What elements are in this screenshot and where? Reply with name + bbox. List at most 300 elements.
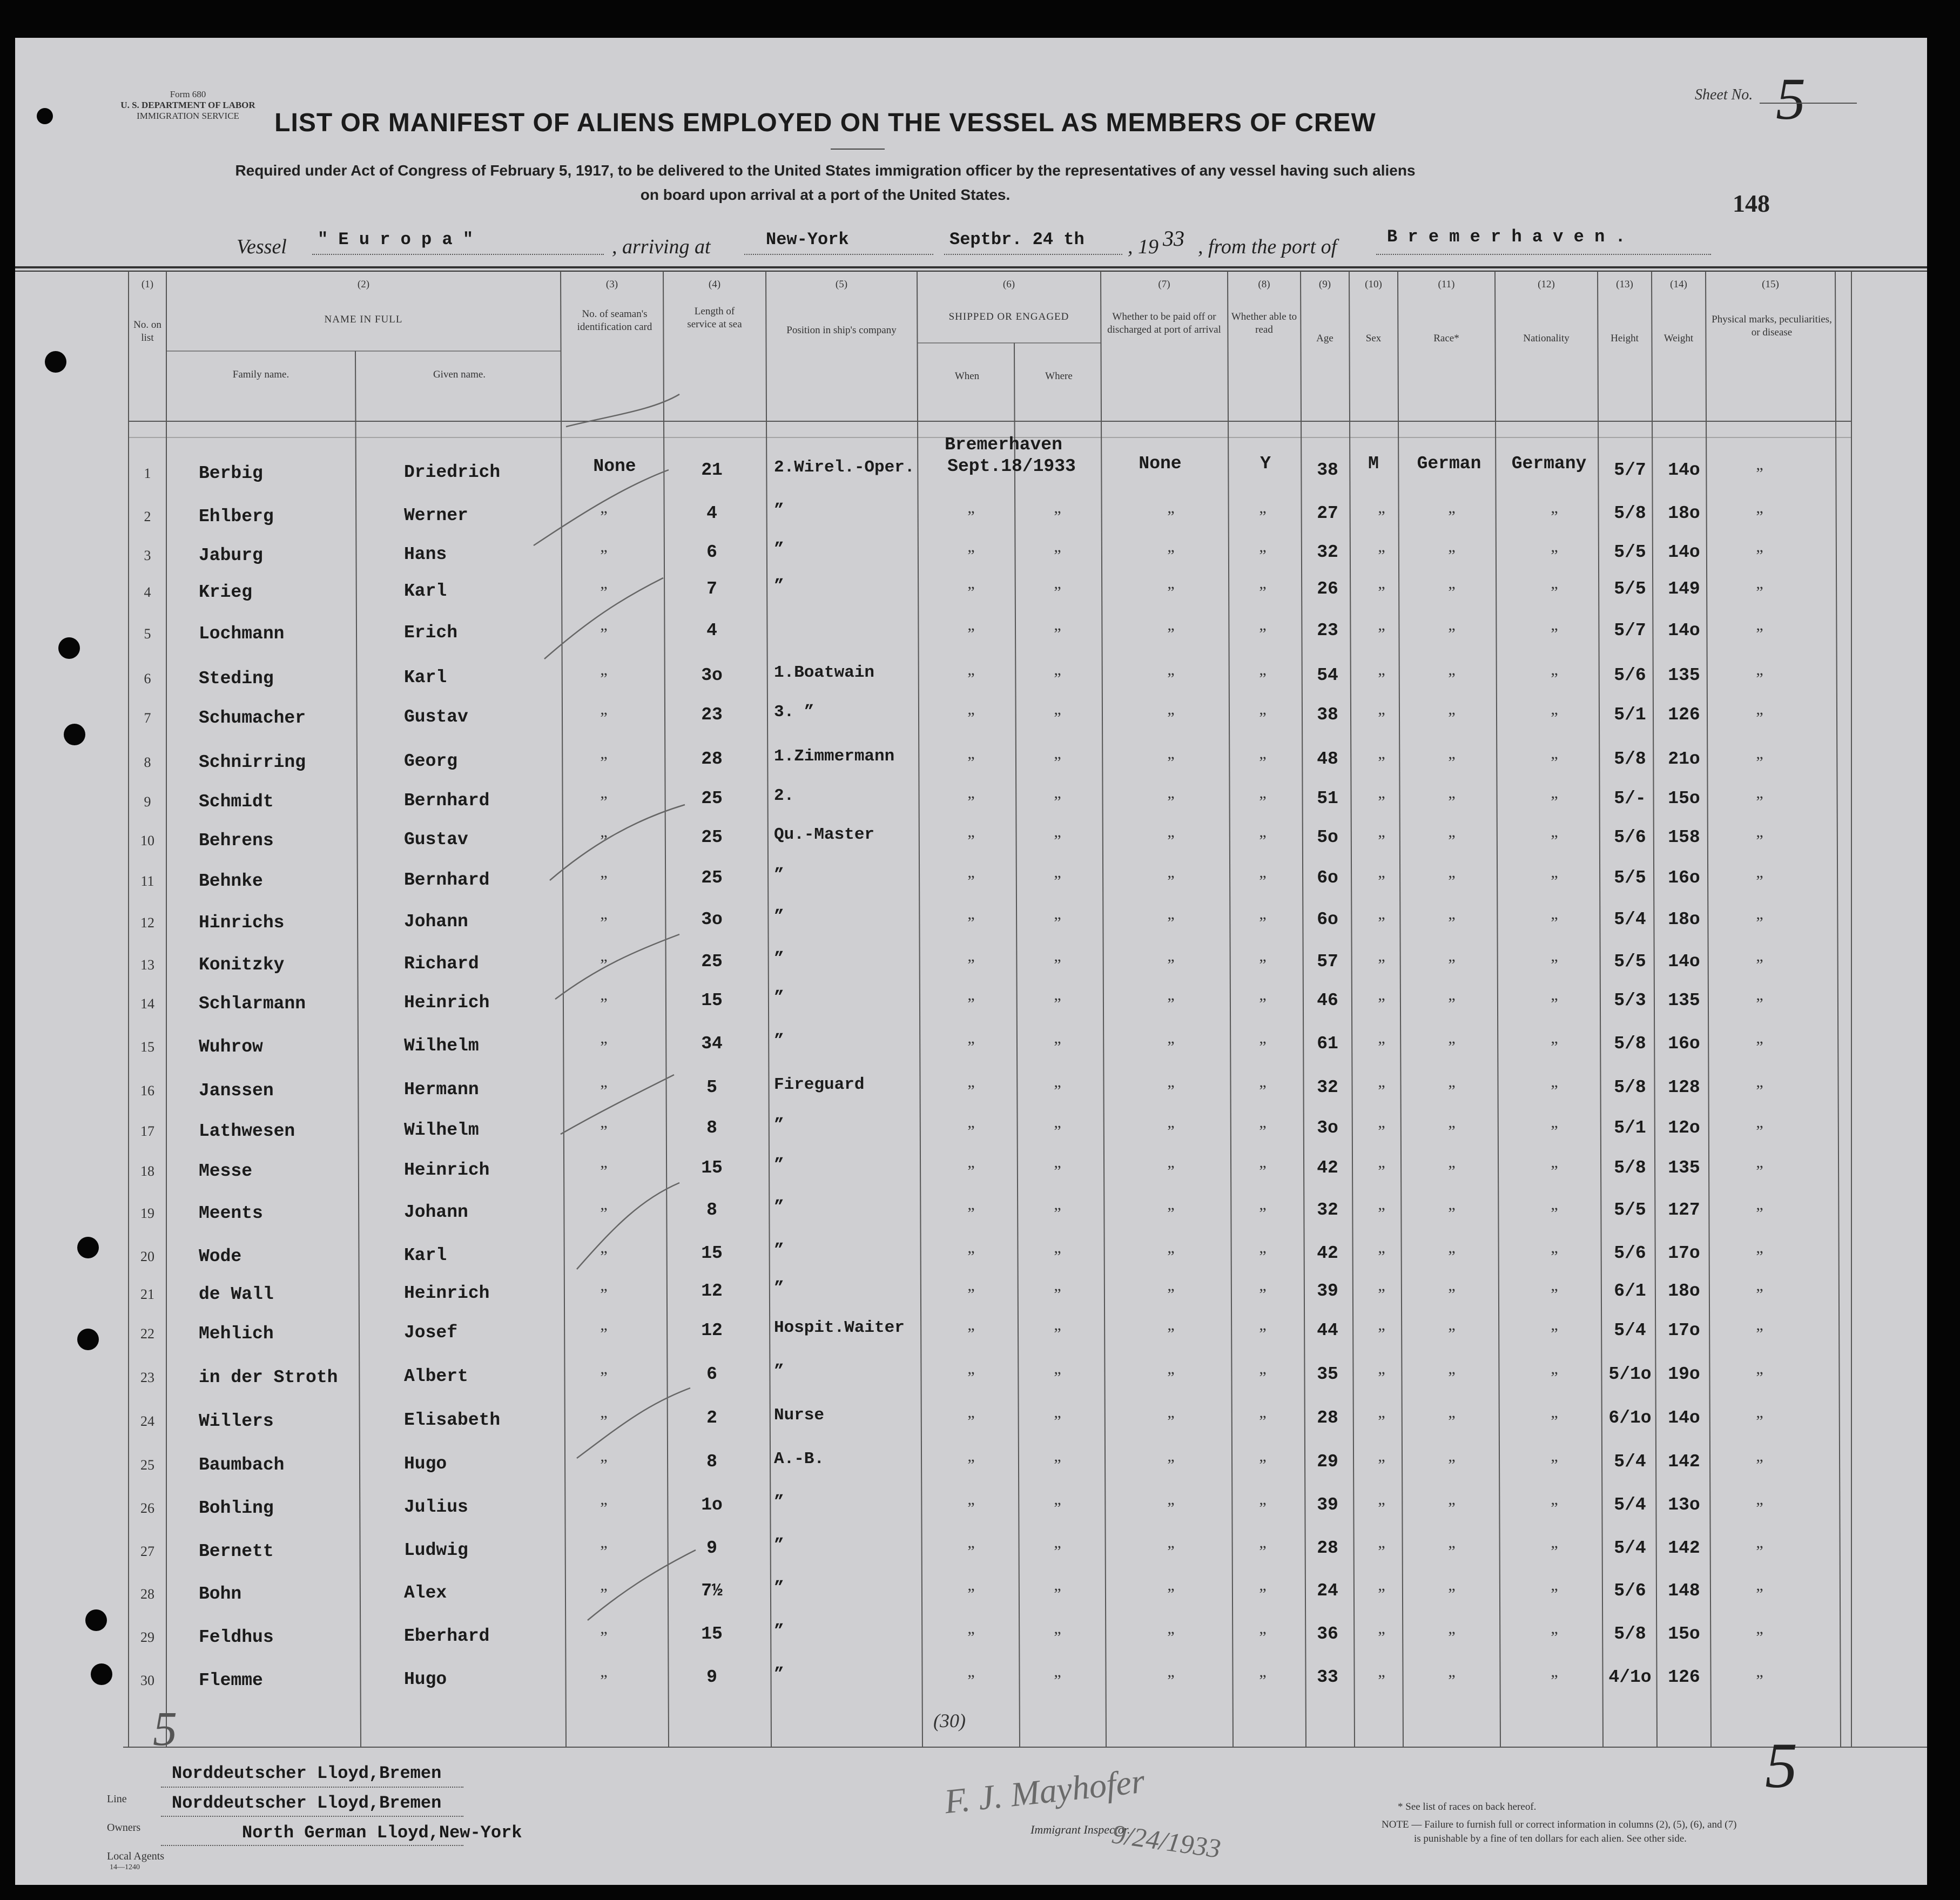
service-name: IMMIGRATION SERVICE [137, 111, 239, 121]
paid-off-ditto: ” [1167, 1162, 1175, 1180]
race-ditto: ” [1448, 1162, 1456, 1180]
sex-ditto: ” [1378, 1325, 1385, 1343]
weight: 128 [1668, 1077, 1700, 1097]
given-name: Richard [404, 954, 479, 974]
row-1-id-card: None [593, 456, 636, 476]
id-card-ditto: ” [600, 625, 608, 643]
sex-ditto: ” [1378, 583, 1385, 601]
weight: 16o [1668, 1034, 1700, 1054]
weight: 14o [1668, 952, 1700, 972]
weight: 14o [1668, 542, 1700, 562]
where-ditto: ” [1054, 1585, 1061, 1603]
where-ditto: ” [1054, 1082, 1061, 1100]
arrival-date: Septbr. 24 th [949, 230, 1085, 250]
row-number: 27 [140, 1544, 154, 1559]
age: 38 [1317, 705, 1338, 725]
physical-ditto: ” [1756, 1628, 1763, 1646]
position: ” [774, 1622, 784, 1641]
given-name: Heinrich [404, 1160, 490, 1180]
family-name: Wuhrow [199, 1037, 263, 1057]
length-of-service: 15 [701, 1158, 723, 1178]
height: 5/6 [1614, 1581, 1646, 1601]
where-ditto: ” [1054, 1542, 1061, 1560]
nationality-ditto: ” [1551, 995, 1558, 1013]
nationality-ditto: ” [1551, 1542, 1558, 1560]
row-number: 5 [144, 626, 151, 642]
read-ditto: ” [1259, 1325, 1267, 1343]
line-underline [161, 1787, 463, 1788]
read-ditto: ” [1259, 914, 1267, 932]
age: 23 [1317, 621, 1338, 641]
nationality-ditto: ” [1551, 1672, 1558, 1689]
family-name: Lathwesen [199, 1121, 295, 1141]
read-ditto: ” [1259, 709, 1267, 727]
sex-ditto: ” [1378, 1542, 1385, 1560]
given-name: Bernhard [404, 791, 490, 811]
physical-ditto: ” [1756, 1542, 1763, 1560]
row-1-paid-off: None [1139, 454, 1182, 474]
race-ditto: ” [1448, 1456, 1456, 1474]
sex-ditto: ” [1378, 625, 1385, 643]
nationality-ditto: ” [1551, 1204, 1558, 1222]
age: 24 [1317, 1581, 1338, 1601]
position: ” [774, 540, 784, 559]
family-name: Flemme [199, 1670, 263, 1690]
family-name: Hinrichs [199, 913, 285, 933]
paid-off-ditto: ” [1167, 956, 1175, 974]
when-ditto: ” [967, 1542, 975, 1560]
length-of-service: 12 [701, 1281, 723, 1301]
length-of-service: 4 [706, 503, 717, 523]
family-name: Lochmann [199, 624, 285, 644]
physical-ditto: ” [1756, 508, 1763, 525]
height: 5/5 [1614, 542, 1646, 562]
where-ditto: ” [1054, 1412, 1061, 1430]
id-card-ditto: ” [600, 1082, 608, 1100]
height: 5/8 [1614, 1158, 1646, 1178]
nationality-ditto: ” [1551, 709, 1558, 727]
race-ditto: ” [1448, 625, 1456, 643]
length-of-service: 12 [701, 1320, 723, 1340]
height: 5/4 [1614, 909, 1646, 929]
where-ditto: ” [1054, 1162, 1061, 1180]
read-ditto: ” [1259, 625, 1267, 643]
where-ditto: ” [1054, 1628, 1061, 1646]
form-code: 14—1240 [110, 1863, 140, 1871]
col-num-7: (7) [1158, 279, 1170, 290]
height: 5/7 [1614, 621, 1646, 641]
header-paid-off: Whether to be paid off or discharged at port of arrival [1107, 311, 1221, 335]
read-ditto: ” [1259, 793, 1267, 811]
paid-off-ditto: ” [1167, 670, 1175, 688]
sex-ditto: ” [1378, 709, 1385, 727]
row-number: 10 [140, 833, 154, 848]
physical-ditto: ” [1756, 1122, 1763, 1140]
given-name: Bernhard [404, 870, 490, 890]
race-ditto: ” [1448, 1628, 1456, 1646]
row-number: 18 [140, 1163, 154, 1179]
nationality-ditto: ” [1551, 832, 1558, 850]
where-ditto: ” [1054, 709, 1061, 727]
length-of-service: 8 [706, 1200, 717, 1220]
col-num-5: (5) [835, 279, 848, 290]
row-number: 3 [144, 548, 151, 563]
read-ditto: ” [1259, 872, 1267, 890]
nationality-ditto: ” [1551, 793, 1558, 811]
race-ditto: ” [1448, 1585, 1456, 1603]
physical-ditto: ” [1756, 1248, 1763, 1265]
age: 6o [1317, 868, 1338, 888]
id-card-ditto: ” [600, 1585, 608, 1603]
when-ditto: ” [967, 1122, 975, 1140]
family-name: Janssen [199, 1081, 274, 1101]
when-ditto: ” [967, 914, 975, 932]
vessel-label: Vessel [237, 235, 287, 258]
height: 5/4 [1614, 1538, 1646, 1558]
row-number: 15 [140, 1039, 154, 1055]
position: ” [774, 1116, 784, 1135]
row-number: 29 [140, 1629, 154, 1645]
age: 42 [1317, 1243, 1338, 1263]
col-num-12: (12) [1538, 279, 1555, 290]
col-num-2: (2) [357, 279, 370, 290]
paid-off-ditto: ” [1167, 995, 1175, 1013]
length-of-service: 6 [706, 542, 717, 562]
line-value: Norddeutscher Lloyd,Bremen [172, 1763, 442, 1783]
weight: 18o [1668, 503, 1700, 523]
when-ditto: ” [967, 753, 975, 771]
sex-ditto: ” [1378, 1369, 1385, 1386]
given-name: Johann [404, 1202, 468, 1222]
given-name: Eberhard [404, 1626, 490, 1646]
when-ditto: ” [967, 1248, 975, 1265]
where-ditto: ” [1054, 1248, 1061, 1265]
length-of-service: 9 [706, 1538, 717, 1558]
when-ditto: ” [967, 583, 975, 601]
race-ditto: ” [1448, 1285, 1456, 1303]
race-ditto: ” [1448, 832, 1456, 850]
paid-off-ditto: ” [1167, 1542, 1175, 1560]
weight: 21o [1668, 749, 1700, 769]
weight: 158 [1668, 827, 1700, 847]
given-name: Karl [404, 581, 447, 601]
header-age: Age [1316, 333, 1333, 344]
read-ditto: ” [1259, 995, 1267, 1013]
col-num-9: (9) [1318, 279, 1331, 290]
sex-ditto: ” [1378, 793, 1385, 811]
age: 28 [1317, 1538, 1338, 1558]
id-card-ditto: ” [600, 995, 608, 1013]
when-ditto: ” [967, 956, 975, 974]
family-name: in der Stroth [199, 1367, 338, 1387]
id-card-ditto: ” [600, 583, 608, 601]
sheet-number: 5 [1776, 66, 1806, 132]
when-ditto: ” [967, 995, 975, 1013]
height: 4/1o [1608, 1667, 1652, 1687]
physical-ditto: ” [1756, 1412, 1763, 1430]
sex-ditto: ” [1378, 1038, 1385, 1056]
weight: 14o [1668, 621, 1700, 641]
margin-sheet-mark: 5 [153, 1702, 177, 1756]
col-num-6: (6) [1002, 279, 1015, 290]
where-ditto: ” [1054, 793, 1061, 811]
id-card-ditto: ” [600, 832, 608, 850]
race-ditto: ” [1448, 670, 1456, 688]
paid-off-ditto: ” [1167, 1204, 1175, 1222]
height: 5/3 [1614, 991, 1646, 1010]
when-ditto: ” [967, 1285, 975, 1303]
nationality-ditto: ” [1551, 956, 1558, 974]
row-number: 17 [140, 1123, 154, 1139]
physical-ditto: ” [1756, 1325, 1763, 1343]
row-number: 25 [140, 1457, 154, 1473]
read-ditto: ” [1259, 508, 1267, 525]
physical-ditto: ” [1756, 1456, 1763, 1474]
sex-ditto: ” [1378, 1204, 1385, 1222]
when-ditto: ” [967, 832, 975, 850]
read-ditto: ” [1259, 1456, 1267, 1474]
department-name: U. S. DEPARTMENT OF LABOR [120, 100, 255, 110]
height: 5/5 [1614, 952, 1646, 972]
row-number: 19 [140, 1205, 154, 1221]
given-name: Karl [404, 668, 447, 688]
nationality-ditto: ” [1551, 508, 1558, 525]
where-ditto: ” [1054, 1204, 1061, 1222]
races-note: * See list of races on back hereof. [1398, 1801, 1537, 1813]
read-ditto: ” [1259, 1038, 1267, 1056]
read-ditto: ” [1259, 1082, 1267, 1100]
nationality-ditto: ” [1551, 1122, 1558, 1140]
length-of-service: 25 [701, 827, 723, 847]
where-ditto: ” [1054, 1672, 1061, 1689]
sex-ditto: ” [1378, 547, 1385, 564]
nationality-ditto: ” [1551, 1082, 1558, 1100]
id-card-ditto: ” [600, 1038, 608, 1056]
where-ditto: ” [1054, 1122, 1061, 1140]
col-num-11: (11) [1438, 279, 1455, 290]
id-card-ditto: ” [600, 872, 608, 890]
read-ditto: ” [1259, 1285, 1267, 1303]
length-of-service: 3o [701, 909, 723, 929]
row-number: 24 [140, 1413, 154, 1429]
race-ditto: ” [1448, 1542, 1456, 1560]
read-ditto: ” [1259, 753, 1267, 771]
arrival-year: 33 [1163, 226, 1184, 251]
age: 29 [1317, 1452, 1338, 1472]
when-ditto: ” [967, 1628, 975, 1646]
id-card-ditto: ” [600, 1285, 608, 1303]
where-ditto: ” [1054, 956, 1061, 974]
given-name: Josef [404, 1323, 458, 1343]
physical-ditto: ” [1756, 914, 1763, 932]
where-ditto: ” [1054, 583, 1061, 601]
paid-off-ditto: ” [1167, 625, 1175, 643]
given-name: Julius [404, 1497, 468, 1517]
header-family-name: Family name. [232, 369, 289, 380]
position: ” [774, 577, 784, 596]
sex-ditto: ” [1378, 1082, 1385, 1100]
physical-ditto: ” [1756, 1585, 1763, 1603]
id-card-ditto: ” [600, 1672, 608, 1689]
weight: 135 [1668, 1158, 1700, 1178]
race-ditto: ” [1448, 995, 1456, 1013]
physical-ditto: ” [1756, 832, 1763, 850]
when-ditto: ” [967, 1672, 975, 1689]
row-number: 12 [140, 915, 154, 931]
length-of-service: 25 [701, 789, 723, 808]
height: 5/6 [1614, 1243, 1646, 1263]
age: 57 [1317, 952, 1338, 972]
weight: 13o [1668, 1495, 1700, 1515]
family-name: Wode [199, 1247, 242, 1266]
family-name: Schumacher [199, 708, 306, 728]
family-name: Berbig [199, 463, 263, 483]
position: ” [774, 1362, 784, 1381]
given-name: Wilhelm [404, 1120, 479, 1140]
read-ditto: ” [1259, 670, 1267, 688]
length-of-service: 1o [701, 1495, 723, 1515]
read-ditto: ” [1259, 1672, 1267, 1689]
paid-off-ditto: ” [1167, 1369, 1175, 1386]
position: 2. [774, 786, 794, 805]
id-card-ditto: ” [600, 1162, 608, 1180]
race-ditto: ” [1448, 1369, 1456, 1386]
position: ” [774, 988, 784, 1007]
where-ditto: ” [1054, 670, 1061, 688]
col-num-13: (13) [1616, 279, 1633, 290]
age: 32 [1317, 1077, 1338, 1097]
position: ” [774, 1579, 784, 1598]
physical-ditto: ” [1756, 583, 1763, 601]
length-of-service: 7 [706, 579, 717, 599]
read-ditto: ” [1259, 1369, 1267, 1386]
weight: 148 [1668, 1581, 1700, 1601]
read-ditto: ” [1259, 1542, 1267, 1560]
when-ditto: ” [967, 1038, 975, 1056]
nationality-ditto: ” [1551, 872, 1558, 890]
owners-label: Owners [107, 1822, 141, 1834]
row-number: 30 [140, 1673, 154, 1688]
position: ” [774, 1536, 784, 1555]
position: Qu.-Master [774, 825, 875, 844]
family-name: Behrens [199, 831, 274, 851]
given-name: Johann [404, 912, 468, 932]
given-name: Gustav [404, 830, 468, 850]
race-ditto: ” [1448, 1412, 1456, 1430]
nationality-ditto: ” [1551, 1285, 1558, 1303]
sex-ditto: ” [1378, 1585, 1385, 1603]
when-ditto: ” [967, 709, 975, 727]
where-ditto: ” [1054, 872, 1061, 890]
paid-off-ditto: ” [1167, 508, 1175, 525]
given-name: Karl [404, 1245, 447, 1265]
age: 48 [1317, 749, 1338, 769]
physical-ditto: ” [1756, 464, 1763, 482]
height: 5/7 [1614, 460, 1646, 480]
age: 28 [1317, 1408, 1338, 1428]
agents-label: Local Agents [107, 1850, 165, 1862]
sex-ditto: ” [1378, 1122, 1385, 1140]
paid-off-ditto: ” [1167, 1585, 1175, 1603]
paid-off-ditto: ” [1167, 1499, 1175, 1517]
col-num-1: (1) [141, 279, 154, 290]
given-name: Wilhelm [404, 1036, 479, 1056]
age: 33 [1317, 1667, 1338, 1687]
row-number: 16 [140, 1083, 154, 1099]
race-ditto: ” [1448, 709, 1456, 727]
position: 3. ” [774, 703, 814, 722]
paid-off-ditto: ” [1167, 547, 1175, 564]
row-1-able-read: Y [1260, 454, 1271, 474]
length-of-service: 25 [701, 952, 723, 972]
height: 5/8 [1614, 503, 1646, 523]
row-number: 20 [140, 1249, 154, 1264]
age: 32 [1317, 542, 1338, 562]
length-of-service: 15 [701, 1243, 723, 1263]
sex-ditto: ” [1378, 1248, 1385, 1265]
family-name: Schnirring [199, 752, 306, 772]
id-card-ditto: ” [600, 1248, 608, 1265]
race-ditto: ” [1448, 793, 1456, 811]
when-ditto: ” [967, 1082, 975, 1100]
position: ” [774, 1493, 784, 1512]
header-name-in-full: NAME IN FULL [324, 314, 403, 325]
sex-ditto: ” [1378, 832, 1385, 850]
when-ditto: ” [967, 1499, 975, 1517]
when-ditto: ” [967, 1369, 975, 1386]
id-card-ditto: ” [600, 508, 608, 525]
race-ditto: ” [1448, 508, 1456, 525]
sex-ditto: ” [1378, 995, 1385, 1013]
position: A.-B. [774, 1450, 825, 1468]
read-ditto: ” [1259, 832, 1267, 850]
age: 42 [1317, 1158, 1338, 1178]
height: 5/4 [1614, 1320, 1646, 1340]
subtitle-line-2: on board upon arrival at a port of the United States. [640, 186, 1011, 203]
sex-ditto: ” [1378, 1499, 1385, 1517]
height: 5/5 [1614, 868, 1646, 888]
line-label: Line [107, 1793, 127, 1805]
physical-ditto: ” [1756, 670, 1763, 688]
sex-ditto: ” [1378, 1456, 1385, 1474]
physical-ditto: ” [1756, 625, 1763, 643]
read-ditto: ” [1259, 1628, 1267, 1646]
paid-off-ditto: ” [1167, 914, 1175, 932]
age: 39 [1317, 1495, 1338, 1515]
nationality-ditto: ” [1551, 1456, 1558, 1474]
when-ditto: ” [967, 1204, 975, 1222]
weight: 12o [1668, 1118, 1700, 1138]
subtitle-line-1: Required under Act of Congress of February 5, 1917, to be delivered to the United States immigration officer by the representatives of any vessel having such aliens [235, 162, 1416, 179]
read-ditto: ” [1259, 1162, 1267, 1180]
paid-off-ditto: ” [1167, 1122, 1175, 1140]
given-name: Ludwig [404, 1540, 468, 1560]
physical-ditto: ” [1756, 753, 1763, 771]
race-ditto: ” [1448, 1038, 1456, 1056]
family-name: Willers [199, 1411, 274, 1431]
row-number: 14 [140, 996, 154, 1012]
height: 5/5 [1614, 579, 1646, 599]
read-ditto: ” [1259, 583, 1267, 601]
footer-sheet-number: 5 [1765, 1729, 1797, 1801]
year-prefix: , 19 [1128, 235, 1159, 258]
when-ditto: ” [967, 793, 975, 811]
paid-off-ditto: ” [1167, 709, 1175, 727]
height: 5/8 [1614, 749, 1646, 769]
row-number: 21 [140, 1286, 154, 1302]
sex-ditto: ” [1378, 1412, 1385, 1430]
sex-ditto: ” [1378, 1285, 1385, 1303]
